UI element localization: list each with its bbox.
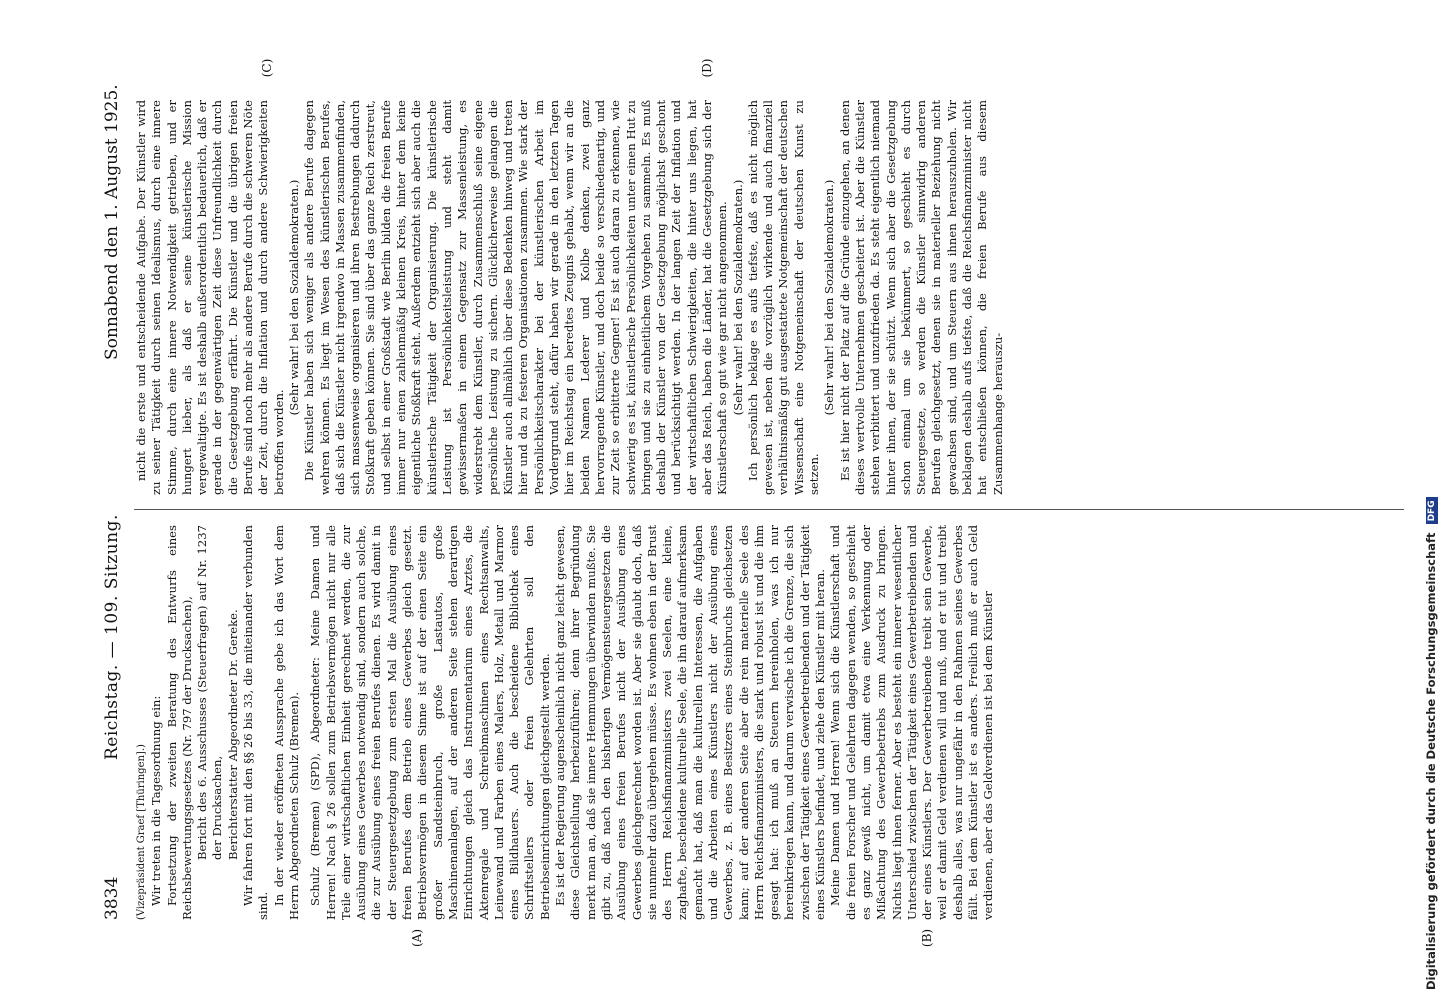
speaker-note: (Vizepräsident Graef [Thüringen].)	[136, 744, 147, 920]
speech-paragraph: Die Künstler haben sich weniger als andere Berufe dagegen wehren können. Es liegt im Wesen des künstlerischen Berufes, daß sich die Künstler nicht irgendwo in Massen zusammenfinden, sich massenweise organisieren und ihren Bestrebungen dadurch Stoßkraft geben können. Sie sind über das ganze Reich zerstreut, und selbst in einer Großstadt wie Berlin bilden die freien Berufe immer nur einen zahlenmäßig kleinen Kreis, hinter dem keine eigentliche Stoßkraft steht. Außerdem entzieht sich aber auch die künstlerische Tätigkeit der Organisierung. Die künstlerische Leistung ist Persönlichkeitsleistung und steht damit gewissermaßen in einem Gegensatz zur Massenleistung, es widerstrebt dem Künstler, durch Zusammenschluß seine eigene persönliche Leistung zu sichern. Glücklicherweise gelangen die Künstler auch allmählich über diese Bedenken hinweg und treten hier und da zu festeren Organisationen zusammen. Wie stark der Persönlichkeitscharakter bei der künstlerischen Arbeit im Vordergrund steht, dafür haben wir gerade in den letzten Tagen hier im Reichstag ein beredtes Zeugnis gehabt, wenn wir an die beiden Namen Lederer und Kolbe denken, zwei ganz hervorragende Künstler, und doch beide so verschiedenartig, und zur Zeit so erbitterte Gegner! Es ist auch daran zu erkennen, wie schwierig es ist, künstlerische Persönlichkeiten unter einen Hut zu bringen und sie zu einheitlichem Vorgehen zu sammeln. Es muß deshalb der Künstler von der Gesetzgebung möglichst geschont und berücksichtigt werden. In der langen Zeit der Inflation und der wirtschaftlichen Schwierigkeiten, die hinter uns liegen, hat aber das Reich, haben die Länder, hat die Gesetzgebung sich der Künstlerschaft so gut wie gar nicht angenommen.	[302, 100, 730, 495]
margin-mark-b: (B)	[920, 928, 934, 948]
paragraph: Fortsetzung der zweiten Beratung des Entwurfs eines Reichsbewertungsgesetzes (Nr. 797 der Drucksachen),	[164, 525, 194, 920]
session-title: Reichstag. — 109. Sitzung.	[102, 514, 122, 760]
interjection: (Sehr wahr! bei den Sozialdemokraten.)	[286, 179, 301, 416]
paragraph: Wir treten in die Tagesordnung ein:	[149, 695, 164, 906]
paragraph: Bericht des 6. Ausschusses (Steuerfragen) auf Nr. 1237 der Drucksachen,	[195, 525, 225, 860]
rotated-page	[100, 58, 1420, 948]
speech-paragraph: Schulz (Bremen) (SPD), Abgeordneter: Meine Damen und Herren! Nach § 26 sollen zum Betriebsvermögen nicht nur alle Teile einer wirtschaftlichen Einheit gerechnet werden, die zur Ausübung eines Gewerbes notwendig sind, sondern auch solche, die zur Ausübung eines freien Berufes dienen. Es wird damit in der Steuergesetzgebung zum ersten Mal die Ausübung eines freien Berufes dem Betrieb eines Gewerbes gleich gesetzt. Betriebsvermögen in diesem Sinne ist auf der einen Seite ein großer Sandsteinbruch, große Lastautos, große Maschinenanlagen, auf der anderen Seite stehen derartigen Einrichtungen gleich das Instrumentarium eines Arztes, die Aktenregale und Schreibmaschinen eines Rechtsanwalts, Leinewand und Farben eines Malers, Holz, Metall und Marmor eines Bildhauers. Auch die bescheidene Bibliothek eines Schriftstellers oder freien Gelehrten soll den Betriebseinrichtungen gleichgestellt werden.	[308, 525, 552, 920]
interjection: (Sehr wahr! bei den Sozialdemokraten.)	[730, 179, 745, 416]
right-column	[134, 100, 1414, 495]
left-column	[134, 525, 1414, 920]
column-divider	[134, 509, 1404, 510]
speech-paragraph: Es ist hier nicht der Platz auf die Gründe einzugehen, an denen dieses wertvolle Unternehmen gescheitert ist. Aber die Künstler stehen verbittert und unzufrieden da. Es steht eigentlich niemand hinter ihnen, der sie schützt. Wenn sich aber die Gesetzgebung schon einmal um sie bekümmert, so geschieht es durch Steuergesetze, so werden die Künstler sinnwidrig anderen Berufen gleichgesetzt, denen sie in materieller Beziehung nicht gewachsen sind, und um Steuern aus ihnen herauszuholen. Wir beklagen deshalb aufs tiefste, daß die Reichsfinanzminister nicht hat entschließen können, die freien Berufe aus diesem Zusammenhange herauszu-	[837, 100, 1005, 495]
digitization-credit	[1424, 497, 1438, 990]
margin-mark-a: (A)	[410, 928, 424, 948]
margin-mark-d: (D)	[700, 58, 714, 78]
speech-paragraph: nicht die erste und entscheidende Aufgabe. Der Künstler wird zu seiner Tätigkeit durch seinen Idealismus, durch eine innere Stimme, durch eine innere Notwendigkeit getrieben, und er hungert lieber, als daß er seine künstlerische Mission vergewaltigte. Es ist deshalb außerordentlich bedauerlich, daß er gerade in der gegenwärtigen Zeit diese Unfreundlichkeit durch die Gesetzgebung erfährt. Die Künstler und die übrigen freien Berufe sind noch mehr als andere Berufe durch die schweren Nöte der Zeit, durch die Inflation und durch andere Schwierigkeiten betroffen worden.	[134, 100, 286, 495]
paragraph: In der wieder eröffneten Aussprache gebe ich das Wort dem Herrn Abgeordneten Schulz (Bremen).	[271, 525, 301, 920]
speech-paragraph: Es ist der Regierung augenscheinlich nicht ganz leicht gewesen, diese Gleichstellung herbeizuführen; denn ihrer Begründung merkt man an, daß sie innere Hemmungen überwinden mußte. Sie gibt zu, daß nach den bisherigen Vermögensteuergesetzen die Ausübung eines freien Berufes nicht der Ausübung eines Gewerbes gleichgerechnet worden ist. Aber sie glaubt doch, daß sie nunmehr dazu übergehen müsse. Es wohnen eben in der Brust des Herrn Reichsfinanzministers zwei Seelen, eine kleine, zaghafte, bescheidene kulturelle Seele, die ihn darauf aufmerksam gemacht hat, daß man die kulturellen Interessen, die Aufgaben und die Arbeiten eines Künstlers nicht der Ausübung eines Gewerbes, z. B. eines Besitzers eines Steinbruchs gleichsetzen kann; auf der anderen Seite aber die rein materielle Seele des Herrn Reichsfinanzministers, die stark und robust ist und die ihm gesagt hat: ich muß an Steuern hereinholen, was ich nur hereinkriegen kann, und darum verwische ich die Grenze, die sich zwischen der Tätigkeit eines Gewerbetreibenden und der Tätigkeit eines Künstlers befindet, und ziehe den Künstler mit heran.	[553, 525, 828, 920]
page-header	[100, 80, 128, 920]
paragraph: Berichterstatter Abgeordneter Dr. Gereke.	[225, 609, 240, 860]
margin-mark-c: (C)	[260, 58, 274, 78]
speech-paragraph: Meine Damen und Herren! Wenn sich die Künstlerschaft und die freien Forscher und Gelehrten dagegen wenden, so geschieht es ganz gewiß nicht, um damit etwa eine Verkennung oder Mißachtung des Gewerbebetriebs zum Ausdruck zu bringen. Nichts liegt ihnen ferner. Aber es besteht ein innerer wesentlicher Unterschied zwischen der Tätigkeit eines Gewerbetreibenden und der eines Künstlers. Der Gewerbetreibende treibt sein Gewerbe, weil er damit Geld verdienen will und muß, und er tut und treibt deshalb alles, was nur ungefähr in den Rahmen seines Gewerbes fällt. Bei dem Künstler ist es anders. Freilich muß er auch Geld verdienen, aber das Geldverdienen ist bei dem Künstler	[828, 525, 996, 920]
interjection: (Sehr wahr! bei den Sozialdemokraten.)	[822, 179, 837, 416]
page-number: 3834	[102, 876, 122, 920]
session-date: Sonnabend den 1. August 1925.	[102, 84, 122, 360]
credit-text: Digitalisierung gefördert durch die Deutsche Forschungsgemeinschaft	[1424, 532, 1438, 990]
speech-paragraph: Ich persönlich beklage es aufs tiefste, daß es nicht möglich gewesen ist, neben die vorzüglich wirkende und auch finanziell verhältnismäßig gut ausgestattete Notgemeinschaft der deutschen Wissenschaft eine Notgemeinschaft der deutschen Kunst zu setzen.	[745, 100, 822, 495]
paragraph: Wir fahren fort mit den §§ 26 bis 33, die miteinander verbunden sind.	[241, 525, 271, 920]
dfg-logo: DFG	[1426, 497, 1438, 524]
